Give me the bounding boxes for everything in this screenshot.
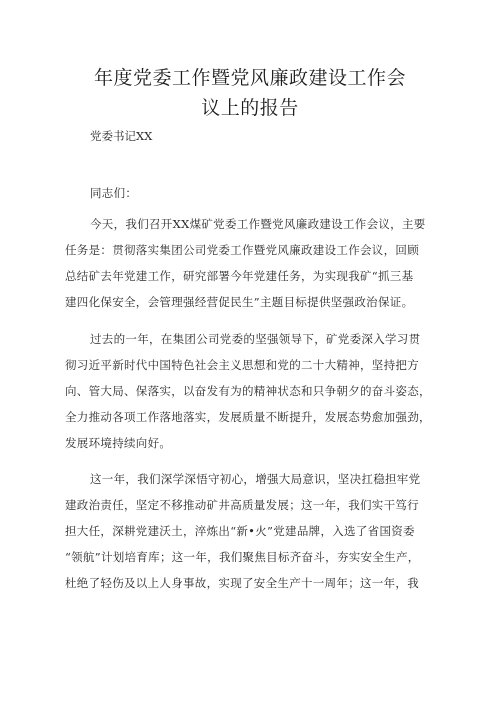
- document-title-line-2: 议上的报告: [201, 97, 299, 119]
- paragraph-2-line-1: 过去的一年，在集团公司党委的坚强领导下，矿党委深入学习贯: [90, 332, 421, 346]
- paragraph-3-line-5: 杜绝了轻伤及以上人身事故，实现了安全生产十一周年；这一年，我: [65, 576, 419, 590]
- paragraph-1-line-1: 今天，我们召开XX煤矿党委工作暨党风廉政建设工作会议，主要: [90, 217, 426, 231]
- author-byline: 党委书记XX: [90, 129, 153, 143]
- greeting: 同志们：: [90, 186, 138, 200]
- paragraph-1-line-3: 总结矿去年党建工作，研究部署今年党建任务，为实现我矿“抓三基: [65, 269, 414, 283]
- paragraph-1-line-2: 任务是：贯彻落实集团公司党委工作暨党风廉政建设工作会议，回顾: [65, 243, 419, 257]
- paragraph-3-line-3: 担大任，深耕党建沃土，淬炼出“新•火”党建品牌，入选了省国资委: [65, 524, 415, 538]
- paragraph-2-line-5: 发展环境持续向好。: [65, 436, 172, 450]
- paragraph-3-line-4: “领航”计划培育库；这一年，我们聚焦目标齐奋斗，夯实安全生产，: [65, 550, 420, 564]
- paragraph-3-line-1: 这一年，我们深学深悟守初心，增强大局意识，坚决扛稳担牢党: [90, 472, 421, 486]
- paragraph-1-line-4: 建四化保安全，会管理强经营促民生”主题目标提供坚强政治保证。: [65, 295, 414, 309]
- paragraph-2-line-2: 彻习近平新时代中国特色社会主义思想和党的二十大精神，坚持把方: [65, 358, 419, 372]
- document-title-line-1: 年度党委工作暨党风廉政建设工作会: [93, 67, 406, 89]
- paragraph-3-line-2: 建政治责任，坚定不移推动矿井高质量发展；这一年，我们实干笃行: [65, 498, 419, 512]
- paragraph-2-line-3: 向、管大局、保落实，以奋发有为的精神状态和只争朝夕的奋斗姿态，: [65, 384, 431, 398]
- paragraph-2-line-4: 全力推动各项工作落地落实，发展质量不断提升，发展态势愈加强劲，: [65, 410, 431, 424]
